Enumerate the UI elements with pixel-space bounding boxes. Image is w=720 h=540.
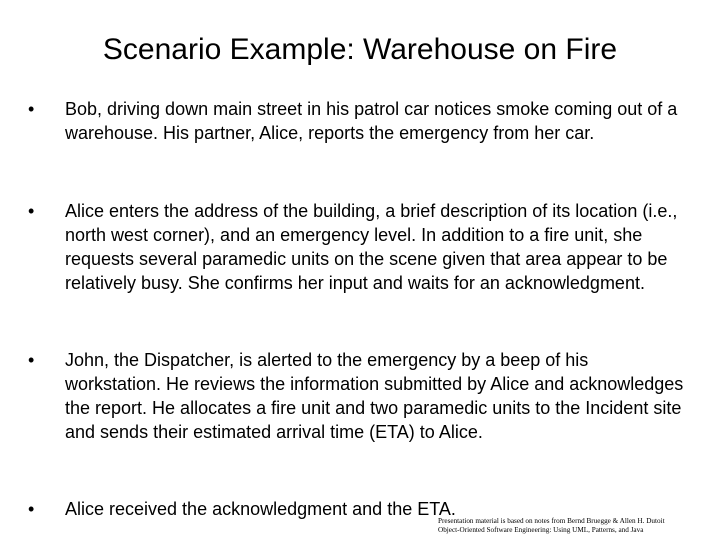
bullet-item: [28, 97, 688, 145]
footer-note: [438, 517, 665, 535]
bullet-text: John, the Dispatcher, is alerted to the emergency by a beep of his workstation. He reviews the information submitted by Alice and acknowledges the report. He allocates a fire unit and two paramedic units to the Incident site and sends their estimated arrival time (ETA) to Alice.: [65, 350, 684, 442]
bullet-text: Bob, driving down main street in his patrol car notices smoke coming out of a warehouse. His partner, Alice, reports the emergency from her car.: [65, 99, 678, 143]
bullet-item: [28, 199, 688, 295]
bullet-marker: •: [28, 499, 35, 519]
footer-line-book: Object-Oriented Software Engineering: Using UML, Patterns, and Java: [438, 526, 644, 534]
bullet-marker: •: [28, 99, 35, 119]
bullet-text: Alice received the acknowledgment and the ETA.: [65, 499, 456, 519]
slide-title: Scenario Example: Warehouse on Fire: [102, 33, 618, 66]
bullet-text: Alice enters the address of the building, a brief description of its location (i.e., north west corner), and an emergency level. In addition to a fire unit, she requests several paramedic units on the scene given that area appear to be relatively busy. She confirms her input and waits for an acknowledgment.: [65, 201, 678, 293]
bullet-marker: •: [28, 350, 35, 370]
footer-line-credit: Presentation material is based on notes from Bernd Bruegge & Allen H. Dutoit: [438, 517, 665, 525]
bullet-marker: •: [28, 201, 35, 221]
bullet-item: [28, 348, 688, 444]
